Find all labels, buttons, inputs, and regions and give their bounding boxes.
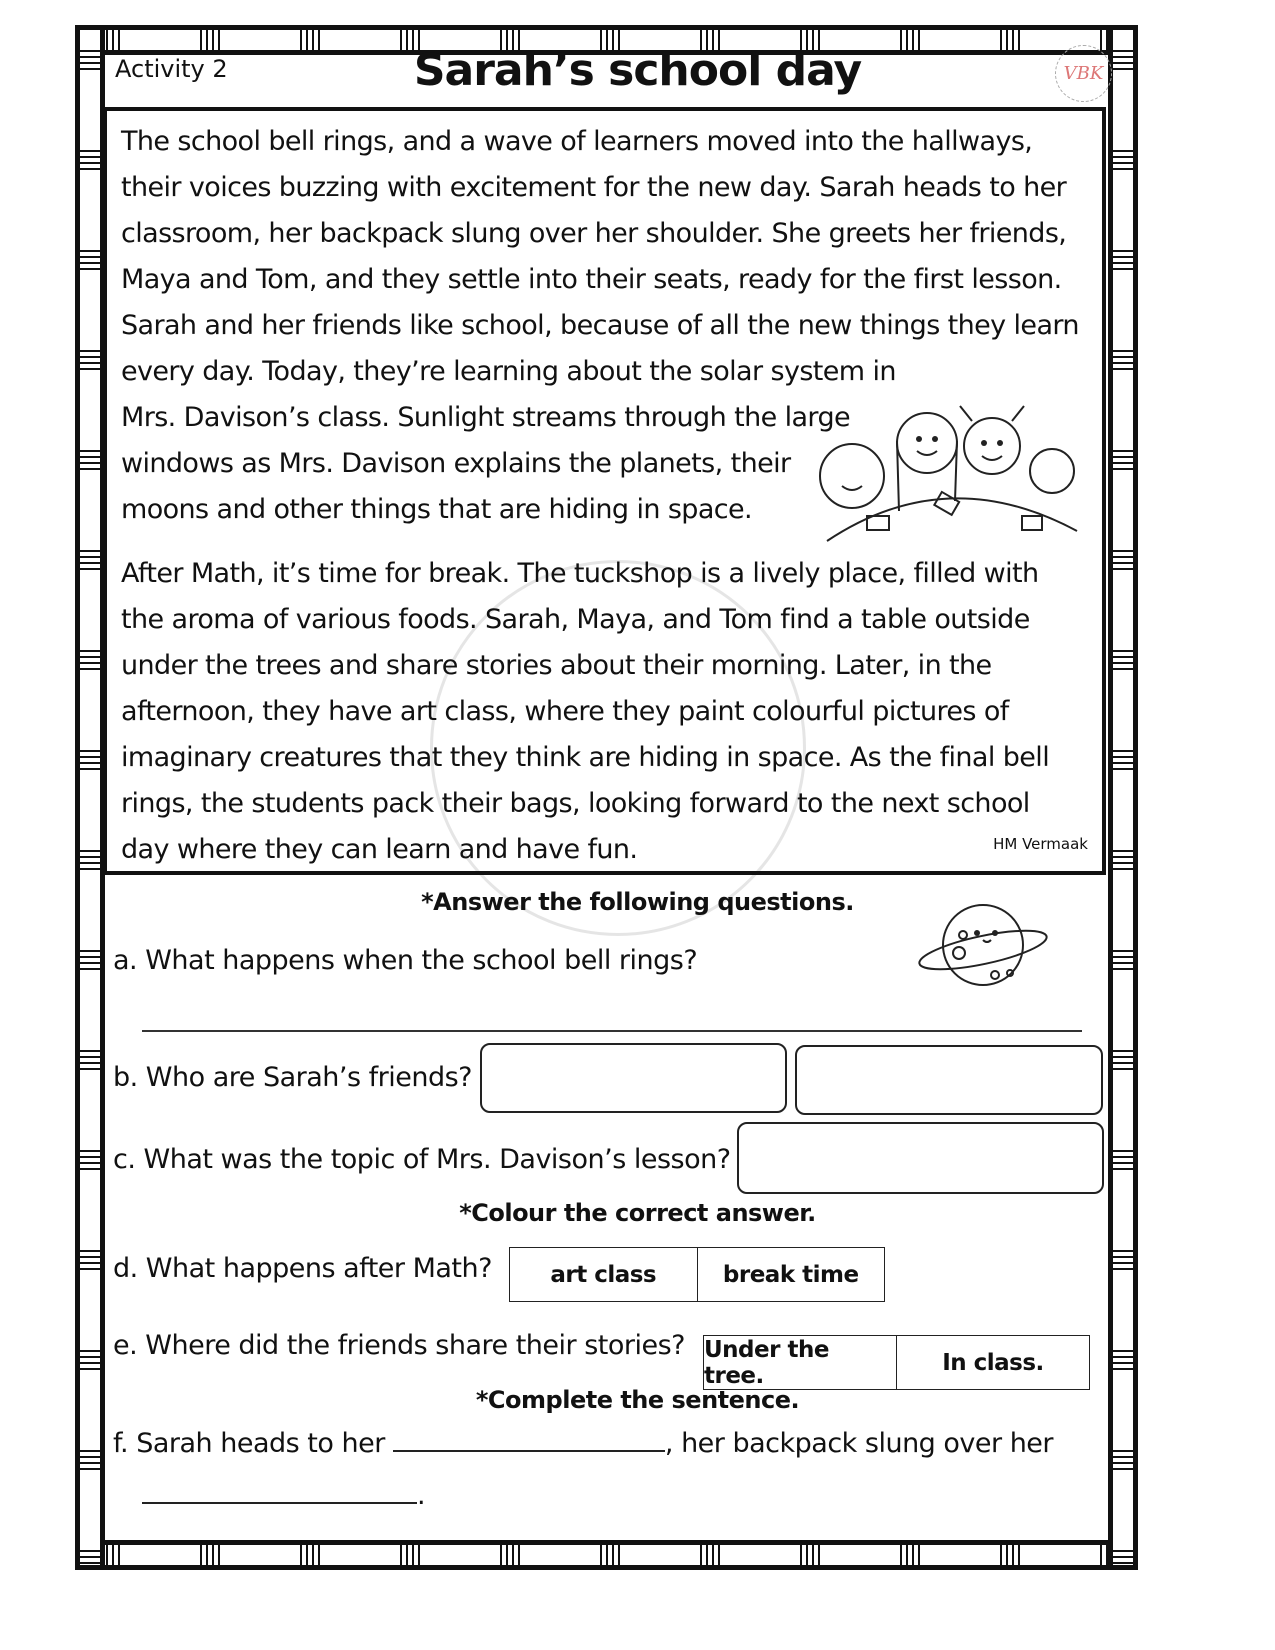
- question-f-continued: [142, 1480, 425, 1511]
- border-strip-left: [80, 30, 105, 1565]
- answer-box-friend-2[interactable]: [795, 1045, 1103, 1115]
- story-line: day where they can learn and have fun.: [121, 834, 638, 865]
- question-e: e. Where did the friends share their stories?: [113, 1330, 685, 1361]
- question-f-part-3: .: [417, 1480, 426, 1511]
- story-line: windows as Mrs. Davison explains the planets, their: [121, 448, 791, 479]
- story-paragraph-2: [121, 551, 1084, 873]
- story-line: After Math, it’s time for break. The tuckshop is a lively place, filled with: [121, 558, 1039, 589]
- page-title: Sarah’s school day: [413, 45, 862, 96]
- story-line: the aroma of various foods. Sarah, Maya, and Tom find a table outside: [121, 604, 1030, 635]
- story-line: Mrs. Davison’s class. Sunlight streams through the large: [121, 402, 851, 433]
- story-line: rings, the students pack their bags, looking forward to the next school: [121, 788, 1030, 819]
- story-line: The school bell rings, and a wave of learners moved into the hallways,: [121, 126, 1033, 157]
- question-f: [113, 1428, 1053, 1459]
- story-line: Maya and Tom, and they settle into their seats, ready for the first lesson.: [121, 264, 1062, 295]
- logo-icon: VBK: [1055, 45, 1112, 102]
- question-a: a. What happens when the school bell rings?: [113, 945, 698, 976]
- choice-group-e: [703, 1335, 1090, 1390]
- children-at-table-icon: [807, 401, 1082, 546]
- question-d: d. What happens after Math?: [113, 1253, 492, 1284]
- question-f-part-2: , her backpack slung over her: [664, 1428, 1054, 1459]
- border-strip-right: [1108, 30, 1133, 1565]
- activity-label: Activity 2: [115, 55, 228, 83]
- question-b: b. Who are Sarah’s friends?: [113, 1062, 473, 1093]
- story-line: afternoon, they have art class, where they paint colourful pictures of: [121, 696, 1009, 727]
- story-box: [103, 107, 1106, 875]
- blank-shoulder[interactable]: [142, 1502, 417, 1504]
- answer-box-lesson-topic[interactable]: [737, 1122, 1104, 1194]
- question-f-part-1: f. Sarah heads to her: [113, 1428, 385, 1459]
- blank-classroom[interactable]: [393, 1450, 665, 1452]
- answer-line-a[interactable]: [142, 1030, 1082, 1032]
- question-c: c. What was the topic of Mrs. Davison’s lesson?: [113, 1144, 731, 1175]
- border-strip-bottom: [80, 1540, 1133, 1565]
- story-line: imaginary creatures that they think are hiding in space. As the final bell: [121, 742, 1050, 773]
- choice-break-time[interactable]: break time: [697, 1248, 885, 1301]
- choice-in-class[interactable]: In class.: [896, 1336, 1089, 1389]
- story-line: every day. Today, they’re learning about the solar system in: [121, 356, 896, 387]
- story-line: classroom, her backpack slung over her shoulder. She greets her friends,: [121, 218, 1067, 249]
- instruction-complete: *Complete the sentence.: [475, 1386, 800, 1414]
- instruction-answer: *Answer the following questions.: [421, 888, 854, 916]
- story-line: under the trees and share stories about their morning. Later, in the: [121, 650, 992, 681]
- author-credit: HM Vermaak: [993, 835, 1088, 853]
- instruction-colour: *Colour the correct answer.: [459, 1199, 816, 1227]
- planet-icon: [915, 895, 1050, 995]
- story-line: Sarah and her friends like school, because of all the new things they learn: [121, 310, 1079, 341]
- story-line: their voices buzzing with excitement for the new day. Sarah heads to her: [121, 172, 1067, 203]
- choice-under-the-tree[interactable]: Under the tree.: [704, 1336, 829, 1389]
- choice-group-d: [509, 1247, 885, 1302]
- story-line: moons and other things that are hiding in space.: [121, 494, 753, 525]
- choice-art-class[interactable]: art class: [550, 1261, 657, 1288]
- answer-box-friend-1[interactable]: [480, 1043, 787, 1113]
